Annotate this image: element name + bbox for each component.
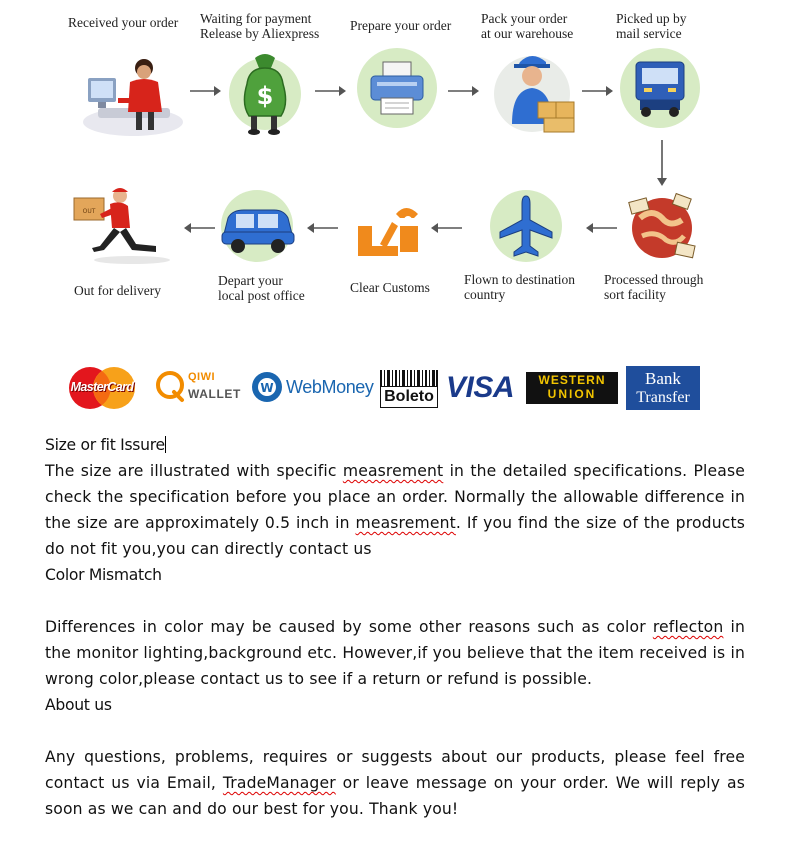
color-paragraph: Differences in color may be caused by some other reasons such as color reflecton in the monitor lighting,background etc. However,if you believe that the item received is in wrong color,please contact us to see if a return or refund is possible. — [45, 618, 745, 688]
svg-text:OUT: OUT — [82, 208, 96, 215]
qiwi-text: QIWI — [188, 371, 216, 383]
western-union-logo — [526, 372, 618, 404]
step-label-out-for-delivery: Out for delivery — [74, 283, 161, 298]
mastercard-logo — [64, 366, 140, 410]
printer-icon — [355, 46, 439, 130]
payment-methods — [0, 360, 800, 416]
western-text: WESTERN — [538, 373, 606, 387]
step-label-waiting-payment: Waiting for payment Release by Aliexpress — [200, 11, 320, 41]
customs-icon — [352, 196, 426, 262]
step-label-customs: Clear Customs — [350, 280, 430, 295]
flow-arrow-7 — [306, 222, 338, 234]
boleto-text: Boleto — [380, 386, 438, 408]
svg-text:W: W — [260, 381, 274, 395]
step-label-processed: Processed through sort facility — [604, 272, 704, 302]
flow-arrow-4 — [582, 85, 614, 97]
flow-arrow-down — [656, 140, 668, 188]
step-label-depart: Depart your local post office — [218, 273, 305, 303]
customer-at-computer-icon — [78, 50, 188, 140]
text-cursor — [165, 436, 166, 453]
step-label-picked-up: Picked up by mail service — [616, 11, 687, 41]
mastercard-text: MasterCard — [70, 380, 134, 394]
flow-arrow-8 — [183, 222, 215, 234]
step-label-received: Received your order — [68, 15, 179, 30]
qiwi-wallet-logo — [156, 368, 240, 410]
flow-arrow-2 — [315, 85, 347, 97]
transfer-text: Transfer — [636, 389, 690, 406]
flow-arrow-6 — [430, 222, 462, 234]
wallet-text: WALLET — [188, 387, 241, 401]
car-icon — [212, 188, 302, 264]
color-heading: Color Mismatch — [45, 566, 162, 584]
globe-mail-icon — [622, 188, 702, 268]
bank-text: Bank — [645, 369, 681, 388]
webmoney-logo — [250, 368, 374, 410]
flow-arrow-1 — [190, 85, 222, 97]
about-paragraph: Any questions, problems, requires or suggests about our products, please feel free contact us via Email, TradeManager or leave message on your order. We will reply as soon as we can and do our best for you. Thank you! — [45, 748, 745, 818]
courier-running-icon — [70, 186, 180, 266]
svg-text:$: $ — [256, 82, 274, 110]
airplane-icon — [486, 186, 566, 266]
boleto-logo — [378, 368, 440, 410]
step-label-flown: Flown to destination country — [464, 272, 575, 302]
step-label-prepare: Prepare your order — [350, 18, 452, 33]
bank-transfer-logo — [626, 366, 700, 410]
size-heading: Size or fit Issure — [45, 436, 165, 454]
size-paragraph: The size are illustrated with specific measrement in the detailed specifications. Please check the specification before you place an order. Normally the allowable difference in the size are approximately 0.5 inch in measrement. If you find the size of the products do not fit you,you can directly contact us — [45, 462, 745, 558]
visa-logo: VISA — [446, 371, 515, 404]
delivery-truck-icon — [618, 44, 702, 132]
worker-with-boxes-icon — [492, 44, 584, 140]
union-text: UNION — [547, 387, 597, 401]
money-bag-icon — [225, 44, 305, 140]
flow-arrow-5 — [585, 222, 617, 234]
webmoney-text: WebMoney — [286, 377, 374, 397]
about-heading: About us — [45, 696, 112, 714]
step-label-pack: Pack your order at our warehouse — [481, 11, 574, 41]
info-text — [45, 432, 745, 822]
flow-arrow-3 — [448, 85, 480, 97]
